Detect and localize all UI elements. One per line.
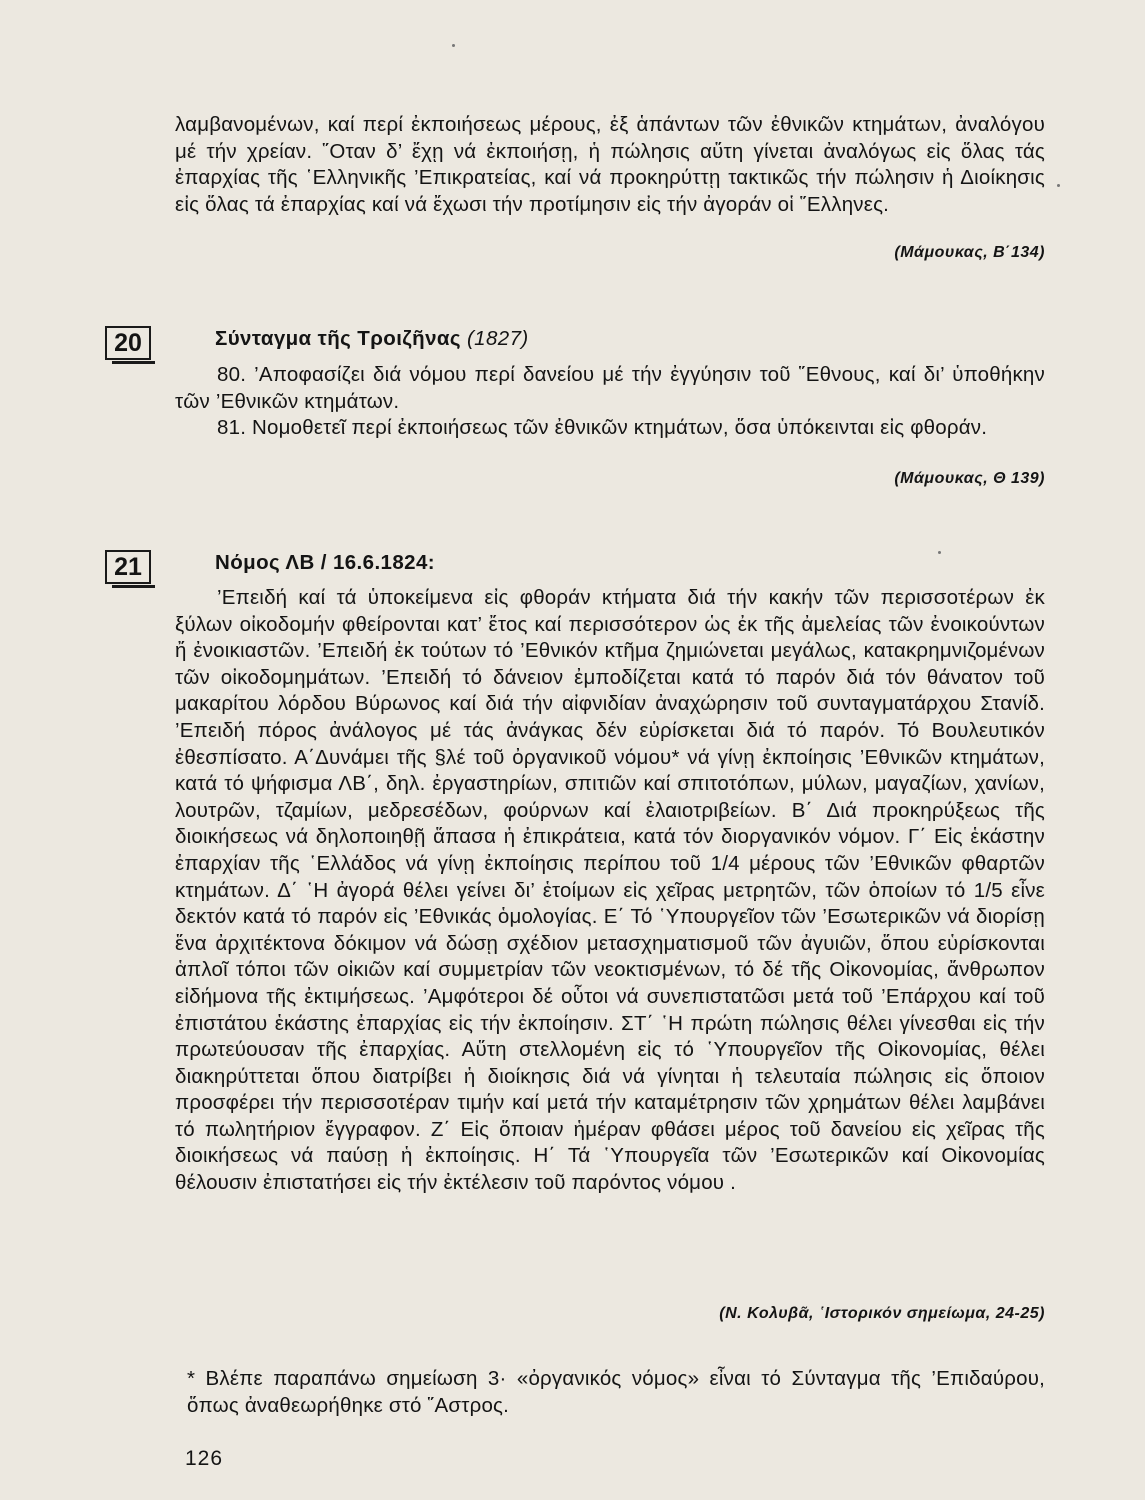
section-20-title: Σύνταγμα τῆς Τροιζῆνας <box>215 327 461 350</box>
scan-speck <box>938 551 941 554</box>
citation-kolyva: (Ν. Κολυβᾶ, ῾Ιστορικόν σημείωμα, 24-25) <box>719 1305 1045 1322</box>
continued-paragraph <box>175 112 1045 218</box>
article-80: 80. ’Αποφασίζει διά νόμου περί δανείου μέ τήν ἐγγύησιν τοῦ ῞Εθνους, καί δι’ ὑποθήκην τῶν ’Εθνικῶν κτημάτων. <box>175 363 1045 413</box>
law-lb-text: ’Επειδή καί τά ὑποκείμενα εἰς φθοράν κτήματα διά τήν κακήν τῶν περισσοτέρων ἐκ ξύλων οἰκοδομήν φθείρονται κατ’ ἔτος καί περισσότερον ὡς ἐκ τῆς ἀμελείας τῶν ἐνοικούντων ἤ ἐνοικιαστῶν. ’Επειδή ἐκ τούτων τό ’Εθνικόν κτῆμα ζημιώνεται μεγάλως, κατακρημνιζομένων τῶν οἰκοδομημάτων. ’Επειδή τό δάνειον ἐμποδίζεται κατά τό παρόν διά τόν θάνατον τοῦ μακαρίτου λόρδου Βύρωνος καί διά τήν αἰφνιδίαν ἀναχώρησιν τοῦ συνταγματάρχου Στανίδ. ’Επειδή πόρος ἀνάλογος μέ τάς ἀνάγκας δέν εὑρίσκεται διά τό παρόν. Τό Βουλευτικόν ἐθεσπίσατο. Α΄Δυνάμει τῆς §λέ τοῦ ὀργανικοῦ νόμου* νά γίνῃ ἐκποίησις ’Εθνικῶν κτημάτων, κατά τό ψήφισμα ΛΒ΄, δηλ. ἐργαστηρίων, σπιτιῶν καί σπιτοτόπων, μύλων, μαγαζίων, χανίων, λουτρῶν, τζαμίων, μεδρεσέδων, φούρνων καί ἐλαιοτριβείων. Β΄ Διά προκηρύξεως τῆς διοικήσεως νά δηλοποιηθῇ ἅπασα ἡ ἐπικράτεια, κατά τόν διοργανικόν νόμον. Γ΄ Εἰς ἑκάστην ἐπαρχίαν τῆς ῾Ελλάδος νά γίνῃ ἐκποίησις περίπου τοῦ 1/4 μέρους τῶν ’Εθνικῶν φθαρτῶν κτημάτων. Δ΄ ῾Η ἀγορά θέλει γείνει δι’ ἑτοίμων εἰς χεῖρας μετρητῶν, τῶν ὁποίων τό 1/5 εἶνε δεκτόν κατά τό παρόν εἰς ’Εθνικάς ὁμολογίας. Ε΄ Τό ῾Υπουργεῖον τῶν ’Εσωτερικῶν νά διορίσῃ ἕνα ἀρχιτέκτονα δόκιμον νά δώσῃ σχέδιον μετασχηματισμοῦ τῶν ἀγυιῶν, ὅπου εὑρίσκονται ἁπλοῖ τόποι τῶν οἰκιῶν καί συμμετρίαν τῶν νεοκτισμένων, τό δέ τῆς Οἰκονομίας, ἄνθρωπον εἰδήμονα τῆς ἐκτιμήσεως. ’Αμφότεροι δέ οὗτοι νά συνεπιστατῶσι μετά τοῦ ’Επάρχου καί τοῦ ἐπιστάτου ἑκάστης ἐπαρχίας εἰς τήν ἐκποίησιν. ΣΤ΄ ῾Η πρώτη πώλησις θέλει γίνεσθαι εἰς τήν πρωτεύουσαν τῆς ἐπαρχίας. Αὕτη στελλομένη εἰς τό ῾Υπουργεῖον τῆς Οἰκονομίας, θέλει διακηρύττεται ὅπου διατρίβει ἡ διοίκησις διά νά γίνηται ἡ τελευταία πώλησις εἰς ὅποιον προσφέρει τήν περισσοτέραν τιμήν καί μετά τήν καταμέτρησιν τῶν χρημάτων θέλει λαμβάνει τό πωλητήριον ἔγγραφον. Ζ΄ Εἰς ὅποιαν ἡμέραν φθάσει μέρος τοῦ δανείου εἰς χεῖρας τῆς διοικήσεως νά παύσῃ ἡ ἐκποίησις. Η΄ Τά ῾Υπουργεῖα τῶν ’Εσωτερικῶν καί Οἰκονομίας θέλουσιν ἐπιστατήσει εἰς τήν ἐκτέλεσιν τοῦ παρόντος νόμου . <box>175 586 1045 1195</box>
footnote <box>187 1366 1045 1419</box>
scan-speck <box>452 44 455 47</box>
page-number: 126 <box>185 1447 224 1470</box>
citation-mamoukas-th: (Μάμουκας, Θ 139) <box>894 470 1045 487</box>
scan-speck <box>1057 184 1060 187</box>
section-20-year: (1827) <box>466 327 529 350</box>
section-21-title: Νόμος ΛΒ / 16.6.1824: <box>215 551 435 574</box>
citation-mamoukas-b: (Μάμουκας, Β΄134) <box>894 244 1045 261</box>
article-81: 81. Νομοθετεῖ περί ἐκποιήσεως τῶν ἐθνικῶν κτημάτων, ὅσα ὑπόκεινται εἰς φθοράν. <box>217 416 988 440</box>
section-20-body <box>175 362 1045 442</box>
section-number-21: 21 <box>105 550 151 584</box>
continued-paragraph-text: λαμβανομένων, καί περί ἐκποιήσεως μέρους, ἐξ ἁπάντων τῶν ἐθνικῶν κτημάτων, ἀναλόγου μέ τήν χρείαν. ῞Οταν δ’ ἔχῃ νά ἐκποιήσῃ, ἡ πώλησις αὕτη γίνεται ἀναλόγως εἰς ὅλας τάς ἐπαρχίας τῆς ῾Ελληνικῆς ’Επικρατείας, καί νά προκηρύττῃ τακτικῶς τήν πώλησιν ἡ Διοίκησις εἰς ὅλας τά ἐπαρχίας καί νά ἔχωσι τήν προτίμησιν εἰς τήν ἀγοράν οἱ ῞Ελληνες. <box>175 113 1045 216</box>
section-21-body <box>175 585 1045 1197</box>
section-20-heading <box>215 327 529 351</box>
footnote-text: * Βλέπε παραπάνω σημείωση 3· «ὀργανικός νόμος» εἶναι τό Σύνταγμα τῆς ’Επιδαύρου, ὅπως ἀναθεωρήθηκε στό ῞Αστρος. <box>187 1367 1045 1417</box>
section-number-20: 20 <box>105 326 151 360</box>
